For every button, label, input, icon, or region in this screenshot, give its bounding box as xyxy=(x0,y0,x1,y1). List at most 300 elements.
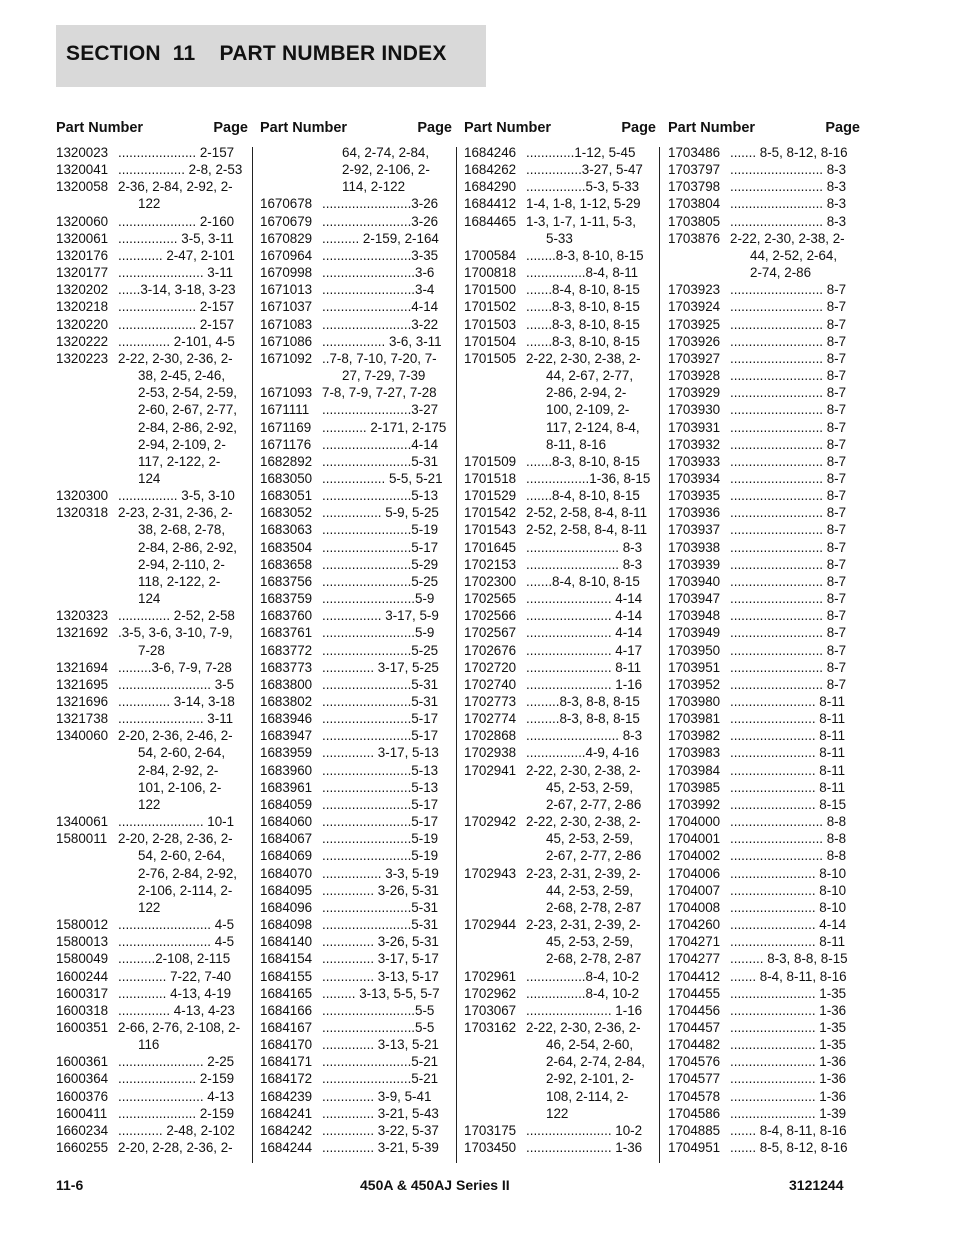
part-number: 1701509 xyxy=(464,453,517,469)
page-references: .......8-3, 8-10, 8-15 xyxy=(526,316,640,332)
index-entry xyxy=(464,727,656,744)
index-entry xyxy=(668,1122,860,1139)
page-references: 8-11, 8-16 xyxy=(546,436,607,452)
index-entry xyxy=(668,968,860,985)
page-references: .............. 3-9, 5-41 xyxy=(322,1088,432,1104)
index-entry-continuation xyxy=(464,436,656,453)
index-entry xyxy=(260,779,452,796)
index-entry xyxy=(56,1019,248,1036)
section-header xyxy=(56,25,486,87)
page-references: 2-106, 2-114, 2- xyxy=(138,882,233,898)
index-entry xyxy=(464,985,656,1002)
part-number xyxy=(56,899,118,916)
index-entry-continuation xyxy=(464,1088,656,1105)
page-references: ....................... 8-11 xyxy=(730,728,846,744)
part-number xyxy=(56,1036,118,1053)
index-entry xyxy=(464,213,656,230)
part-number: 1670829 xyxy=(260,230,313,246)
index-entry-continuation xyxy=(56,796,248,813)
index-entry xyxy=(56,950,248,967)
index-entry xyxy=(464,539,656,556)
part-number xyxy=(464,1070,526,1087)
index-entry xyxy=(260,556,452,573)
part-number: 1684246 xyxy=(464,145,517,160)
page-references: ......................... 8-3 xyxy=(526,728,643,744)
part-number: 1700584 xyxy=(464,247,517,263)
page-references: ......................... 8-7 xyxy=(730,608,847,624)
page-references: ......................... 8-7 xyxy=(730,385,847,401)
page-references: ....... 8-5, 8-12, 8-16 xyxy=(730,145,848,160)
part-number: 1321694 xyxy=(56,659,109,675)
index-entry xyxy=(260,659,452,676)
part-number: 1670998 xyxy=(260,265,313,281)
part-number xyxy=(464,950,526,967)
index-entry xyxy=(668,470,860,487)
page-references: 2-67, 2-77, 2-86 xyxy=(546,848,642,864)
page-references: ....................... 4-13 xyxy=(118,1088,235,1104)
page-references: 38, 2-45, 2-46, xyxy=(138,368,226,384)
page-references: ........................5-17 xyxy=(322,728,439,744)
page-references: ......................... 8-7 xyxy=(730,316,847,332)
part-number: 1704455 xyxy=(668,985,721,1001)
page-references: 2-84, 2-86, 2-92, xyxy=(138,539,238,555)
index-rows xyxy=(56,144,248,1156)
index-entry xyxy=(668,710,860,727)
part-number: 1702565 xyxy=(464,591,517,607)
part-number: 1683946 xyxy=(260,711,313,727)
part-number: 1684098 xyxy=(260,917,313,933)
page-references: 2-36, 2-84, 2-92, 2- xyxy=(118,179,233,195)
index-entry xyxy=(56,144,248,161)
page-references: 46, 2-54, 2-60, xyxy=(546,1037,634,1053)
page-references: 45, 2-53, 2-59, xyxy=(546,934,634,950)
page-references: .................. 2-8, 2-53 xyxy=(118,162,243,178)
page-references: ....................... 8-10 xyxy=(730,899,847,915)
index-entry xyxy=(668,521,860,538)
part-number: 1684262 xyxy=(464,162,517,178)
page-references: ............ 2-48, 2-102 xyxy=(118,1122,235,1138)
index-entry xyxy=(464,487,656,504)
index-entry xyxy=(668,316,860,333)
index-entry xyxy=(56,350,248,367)
page-references: ............ 2-171, 2-175 xyxy=(322,419,447,435)
page-references: ........................5-21 xyxy=(322,1054,439,1070)
index-entry xyxy=(56,178,248,195)
page-references: ........................5-25 xyxy=(322,642,439,658)
part-number: 1320060 xyxy=(56,213,109,229)
index-entry xyxy=(464,264,656,281)
index-entry xyxy=(56,727,248,744)
part-number: 1703927 xyxy=(668,350,721,366)
part-number: 1702943 xyxy=(464,865,517,881)
part-number: 1684140 xyxy=(260,934,313,950)
index-entry xyxy=(260,401,452,418)
part-number: 1703981 xyxy=(668,711,721,727)
part-number: 1703931 xyxy=(668,419,721,435)
part-number: 1684165 xyxy=(260,985,313,1001)
part-number: 1683759 xyxy=(260,591,313,607)
part-number: 1683959 xyxy=(260,745,313,761)
index-entry xyxy=(56,985,248,1002)
page-references: ........................5-31 xyxy=(322,694,439,709)
part-number xyxy=(260,144,322,161)
part-number xyxy=(56,590,118,607)
page-references: ....................... 10-1 xyxy=(118,814,235,830)
part-number: 1684096 xyxy=(260,899,313,915)
part-number-heading: Part Number xyxy=(464,120,552,136)
page-references: ......................... 8-7 xyxy=(730,642,847,658)
part-number: 1684465 xyxy=(464,213,517,229)
page-references: ........................5-13 xyxy=(322,779,439,795)
index-entry xyxy=(56,213,248,230)
index-entry xyxy=(56,281,248,298)
index-entry xyxy=(260,642,452,659)
page-references: .............. 4-13, 4-23 xyxy=(118,1002,235,1018)
index-entry xyxy=(260,882,452,899)
page-references: ....................... 8-15 xyxy=(730,796,847,812)
part-number: 1704006 xyxy=(668,865,721,881)
page-references: 2-84, 2-92, 2- xyxy=(138,762,219,778)
part-number: 1704586 xyxy=(668,1105,721,1121)
page-references: ....... 8-5, 8-12, 8-16 xyxy=(730,1140,848,1156)
index-entry xyxy=(464,316,656,333)
index-column-2 xyxy=(260,120,452,1156)
page-references: 2-92, 2-101, 2- xyxy=(546,1071,634,1087)
part-number: 1600318 xyxy=(56,1002,109,1018)
index-entry xyxy=(668,419,860,436)
page-references: 45, 2-53, 2-59, xyxy=(546,779,634,795)
page-references: 2-20, 2-28, 2-36, 2- xyxy=(118,1140,233,1156)
index-entry-continuation xyxy=(464,367,656,384)
footer-model: 450A & 450AJ Series II xyxy=(360,1177,510,1193)
part-number: 1671169 xyxy=(260,419,312,435)
part-number: 1702676 xyxy=(464,642,517,658)
index-entry xyxy=(260,865,452,882)
page-references: ......................... 3-5 xyxy=(118,676,235,692)
index-entry-continuation xyxy=(668,247,860,264)
page-references: 38, 2-68, 2-78, xyxy=(138,522,226,538)
part-number: 1320176 xyxy=(56,247,109,263)
part-number xyxy=(464,1105,526,1122)
part-number xyxy=(464,899,526,916)
part-number: 1700818 xyxy=(464,265,517,281)
index-entry xyxy=(464,1002,656,1019)
page-references: ....................... 1-36 xyxy=(730,1054,847,1070)
page-references: 117, 2-122, 2- xyxy=(138,453,221,469)
part-number xyxy=(464,847,526,864)
part-number: 1683051 xyxy=(260,488,313,504)
part-number: 1683772 xyxy=(260,642,313,658)
page-references: 122 xyxy=(138,796,161,812)
index-entry xyxy=(56,624,248,641)
index-entry xyxy=(668,504,860,521)
part-number: 1671111 xyxy=(260,402,310,418)
part-number: 1684060 xyxy=(260,814,313,830)
page-references: 2-22, 2-30, 2-38, 2- xyxy=(526,814,641,830)
part-number: 1703929 xyxy=(668,385,721,401)
page-references: ....................... 8-11 xyxy=(730,762,846,778)
part-number: 1683800 xyxy=(260,676,313,692)
part-number xyxy=(464,1053,526,1070)
index-entry xyxy=(260,333,452,350)
index-entry xyxy=(260,487,452,504)
index-entry xyxy=(668,213,860,230)
index-entry xyxy=(260,453,452,470)
index-entry xyxy=(464,1139,656,1156)
part-number: 1320041 xyxy=(56,162,109,178)
part-number: 1320058 xyxy=(56,179,109,195)
index-entry xyxy=(464,298,656,315)
index-entry-continuation xyxy=(464,419,656,436)
page-references: .......8-3, 8-10, 8-15 xyxy=(526,453,640,469)
part-number xyxy=(56,744,118,761)
index-entry xyxy=(464,968,656,985)
index-entry xyxy=(464,556,656,573)
index-entry xyxy=(464,453,656,470)
page-references: ........................5-19 xyxy=(322,831,439,847)
index-entry xyxy=(56,333,248,350)
part-number: 1704456 xyxy=(668,1002,721,1018)
part-number: 1702153 xyxy=(464,556,517,572)
part-number xyxy=(464,401,526,418)
footer-page-number: 11-6 xyxy=(56,1177,84,1193)
index-entry xyxy=(464,762,656,779)
page-references: 54, 2-60, 2-64, xyxy=(138,745,226,761)
part-number: 1703876 xyxy=(668,230,721,246)
page-references: 2-52, 2-58, 8-4, 8-11 xyxy=(526,505,648,521)
index-rows xyxy=(464,144,656,1156)
page-references: ........................3-27 xyxy=(322,402,439,418)
part-number: 1703950 xyxy=(668,642,721,658)
index-entry xyxy=(260,830,452,847)
part-number: 1703798 xyxy=(668,179,721,195)
index-entry xyxy=(668,659,860,676)
part-number: 1703985 xyxy=(668,779,721,795)
page-references: ......................... 8-7 xyxy=(730,488,847,504)
page-references: ......................... 8-3 xyxy=(730,162,847,178)
page-references: ................ 3-5, 3-11 xyxy=(118,230,234,246)
index-entry xyxy=(260,744,452,761)
index-entry-continuation xyxy=(56,470,248,487)
part-number: 1702944 xyxy=(464,917,517,933)
page-references: ....................... 8-11 xyxy=(730,694,846,709)
index-entry xyxy=(260,230,452,247)
index-entry xyxy=(464,281,656,298)
page-references: ......................... 8-7 xyxy=(730,470,847,486)
part-number xyxy=(464,384,526,401)
part-number xyxy=(56,762,118,779)
part-number: 1320222 xyxy=(56,333,109,349)
page-references: ....................... 3-11 xyxy=(118,265,234,281)
part-number: 1684170 xyxy=(260,1037,313,1053)
index-entry xyxy=(464,1019,656,1036)
part-number xyxy=(56,573,118,590)
part-number: 1703937 xyxy=(668,522,721,538)
page-references: ........................5-17 xyxy=(322,539,439,555)
index-entry xyxy=(668,727,860,744)
index-entry xyxy=(668,487,860,504)
part-number xyxy=(464,419,526,436)
index-entry xyxy=(668,779,860,796)
part-number xyxy=(260,161,322,178)
page-references: ......................... 8-7 xyxy=(730,436,847,452)
index-entry-continuation xyxy=(464,796,656,813)
index-entry-continuation xyxy=(464,779,656,796)
index-entry xyxy=(56,813,248,830)
page-references: ................ 3-17, 5-9 xyxy=(322,608,439,624)
index-column-4 xyxy=(668,120,860,1156)
page-references: .............. 2-101, 4-5 xyxy=(118,333,235,349)
part-number: 1703949 xyxy=(668,625,721,641)
part-number: 1580049 xyxy=(56,951,109,967)
page-references: .......8-4, 8-10, 8-15 xyxy=(526,282,640,298)
page-references: 124 xyxy=(138,470,161,486)
page-references: ....................... 4-14 xyxy=(526,608,643,624)
part-number xyxy=(464,933,526,950)
index-entry xyxy=(260,1002,452,1019)
part-number: 1701504 xyxy=(464,333,517,349)
index-entry-continuation xyxy=(56,590,248,607)
page-references: ................5-3, 5-33 xyxy=(526,179,640,195)
page-references: 2-94, 2-110, 2- xyxy=(138,556,225,572)
part-number: 1704260 xyxy=(668,917,721,933)
part-number xyxy=(464,1036,526,1053)
page-references: ........................5-31 xyxy=(322,899,439,915)
page-references: ....................... 8-11 xyxy=(730,934,846,950)
page-references: .............. 3-21, 5-39 xyxy=(322,1140,439,1156)
index-entry xyxy=(260,899,452,916)
column-header xyxy=(668,120,860,144)
page-references: ......................... 8-7 xyxy=(730,453,847,469)
page-references: ......................... 4-5 xyxy=(118,917,235,933)
part-number: 1704001 xyxy=(668,831,721,847)
page-references: 7-8, 7-9, 7-27, 7-28 xyxy=(322,385,437,401)
index-entry xyxy=(56,830,248,847)
index-entry xyxy=(260,521,452,538)
page-references: ......... 8-3, 8-8, 8-15 xyxy=(730,951,848,967)
column-header xyxy=(464,120,656,144)
page-references: ....................... 2-25 xyxy=(118,1054,235,1070)
part-number: 1703983 xyxy=(668,745,721,761)
part-number: 1600244 xyxy=(56,968,109,984)
index-entry xyxy=(56,1002,248,1019)
index-entry xyxy=(668,676,860,693)
part-number: 1703162 xyxy=(464,1019,517,1035)
part-number: 1703933 xyxy=(668,453,721,469)
part-number: 1704482 xyxy=(668,1037,721,1053)
page-references: 2-20, 2-36, 2-46, 2- xyxy=(118,728,233,744)
page-references: .......8-4, 8-10, 8-15 xyxy=(526,488,640,504)
part-number xyxy=(260,178,322,195)
part-number: 1320177 xyxy=(56,265,109,281)
page-references: .............. 3-17, 5-13 xyxy=(322,745,439,761)
page-references: ....................... 4-14 xyxy=(526,625,643,641)
part-number xyxy=(464,230,526,247)
index-entry xyxy=(668,950,860,967)
column-header xyxy=(260,120,452,144)
page-references: ....... 8-4, 8-11, 8-16 xyxy=(730,1122,847,1138)
page-references: ....................... 4-14 xyxy=(730,917,847,933)
part-number: 1702942 xyxy=(464,814,517,830)
index-entry xyxy=(56,1122,248,1139)
index-rows xyxy=(260,144,452,1156)
page-references: .........8-3, 8-8, 8-15 xyxy=(526,694,640,709)
part-number: 1702868 xyxy=(464,728,517,744)
index-entry xyxy=(668,144,860,161)
index-entry xyxy=(668,453,860,470)
part-number xyxy=(668,264,730,281)
index-entry-continuation xyxy=(56,744,248,761)
part-number: 1600317 xyxy=(56,985,109,1001)
index-entry xyxy=(56,298,248,315)
part-number: 1683052 xyxy=(260,505,313,521)
index-entry xyxy=(668,1019,860,1036)
page-references: ................8-4, 8-11 xyxy=(526,265,639,281)
index-entry-continuation xyxy=(56,521,248,538)
index-entry xyxy=(668,590,860,607)
page-references: ......................... 8-3 xyxy=(730,196,847,212)
page-references: .............. 3-13, 5-17 xyxy=(322,968,439,984)
page-references: ....................... 8-11 xyxy=(730,779,846,795)
page-references: .............. 3-17, 5-17 xyxy=(322,951,439,967)
index-entry xyxy=(260,1139,452,1156)
index-entry xyxy=(260,436,452,453)
page-references: ............. 7-22, 7-40 xyxy=(118,968,232,984)
index-entry xyxy=(464,1122,656,1139)
part-number: 1320023 xyxy=(56,145,109,160)
index-entry-continuation xyxy=(464,384,656,401)
index-entry xyxy=(464,642,656,659)
page-references: 117, 2-124, 8-4, xyxy=(546,419,640,435)
index-entry xyxy=(668,933,860,950)
page-references: ......................... 8-7 xyxy=(730,419,847,435)
part-number xyxy=(668,247,730,264)
page-references: 2-76, 2-84, 2-92, xyxy=(138,865,238,881)
part-number: 1320218 xyxy=(56,299,109,315)
page-references: 2-22, 2-30, 2-36, 2- xyxy=(526,1019,641,1035)
page-references: 2-23, 2-31, 2-39, 2- xyxy=(526,865,641,881)
part-number: 1600411 xyxy=(56,1105,108,1121)
part-number: 1670679 xyxy=(260,213,313,229)
index-entry xyxy=(668,847,860,864)
index-entry xyxy=(260,419,452,436)
index-entry-continuation xyxy=(464,933,656,950)
page-references: 2-22, 2-30, 2-38, 2- xyxy=(526,350,641,366)
index-entry xyxy=(260,470,452,487)
page-references: ........................4-14 xyxy=(322,436,439,452)
part-number: 1701502 xyxy=(464,299,517,315)
index-entry xyxy=(464,521,656,538)
page-references: ......................... 8-7 xyxy=(730,402,847,418)
part-number: 1704277 xyxy=(668,951,721,967)
index-entry-continuation xyxy=(260,161,452,178)
part-number xyxy=(56,419,118,436)
index-entry xyxy=(668,865,860,882)
index-entry xyxy=(668,556,860,573)
index-entry xyxy=(464,590,656,607)
page-references: ................8-4, 10-2 xyxy=(526,968,640,984)
index-entry xyxy=(56,230,248,247)
part-number xyxy=(56,436,118,453)
page-references: 64, 2-74, 2-84, xyxy=(342,145,430,160)
page-references: .........................5-9 xyxy=(322,591,435,607)
index-entry-continuation xyxy=(464,882,656,899)
index-entry xyxy=(260,573,452,590)
page-references: ........................3-22 xyxy=(322,316,439,332)
part-number xyxy=(56,521,118,538)
index-entry xyxy=(56,968,248,985)
part-number: 1703936 xyxy=(668,505,721,521)
